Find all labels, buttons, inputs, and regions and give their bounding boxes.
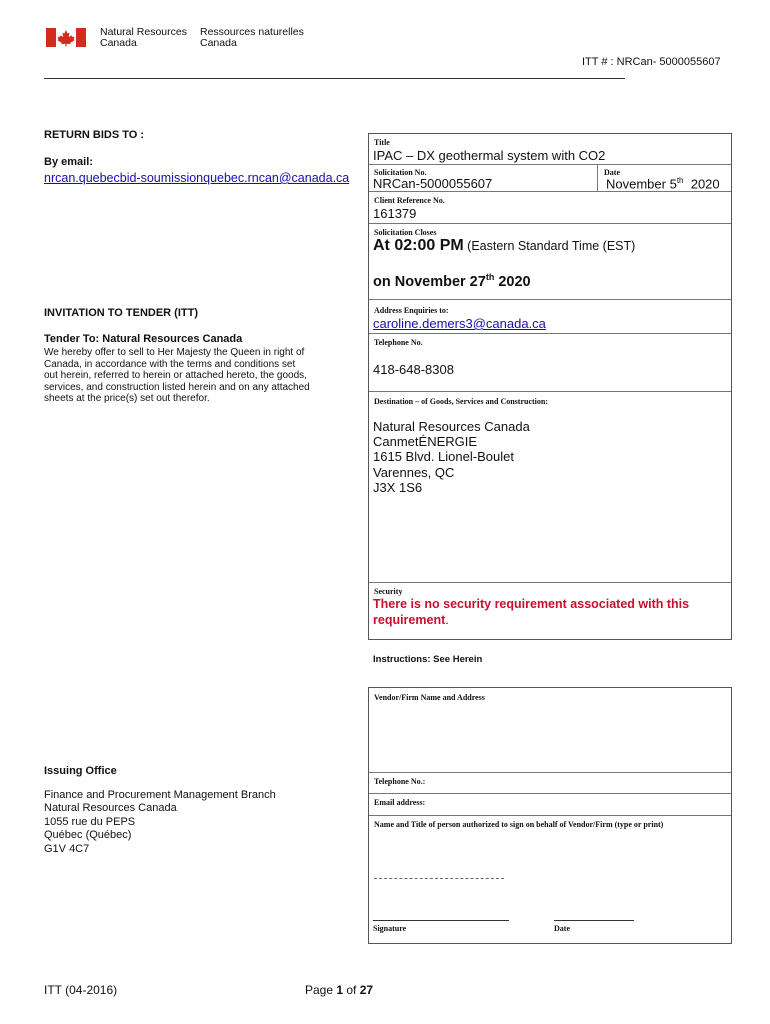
- closing-date-main: on November 27: [373, 273, 486, 290]
- security-label: Security: [374, 587, 403, 596]
- dept-fr-line2: Canada: [200, 37, 237, 49]
- page-prefix: Page: [305, 983, 337, 997]
- solicitation-details-box: [368, 133, 732, 640]
- closing-time-value: At 02:00 PM: [373, 237, 464, 254]
- vendor-name-address-label: Vendor/Firm Name and Address: [374, 693, 485, 702]
- issuing-office-address: [44, 789, 276, 856]
- date-value-main: November 5: [606, 176, 677, 192]
- solicitation-closes-label: Solicitation Closes: [374, 228, 437, 237]
- date-value-sup: th: [676, 176, 684, 185]
- signature-line: [373, 920, 509, 921]
- return-bids-label: RETURN BIDS TO :: [44, 129, 145, 141]
- date-line: [554, 920, 634, 921]
- row-divider: [369, 793, 731, 794]
- telephone-value: 418-648-8308: [373, 362, 454, 377]
- row-divider: [369, 223, 731, 224]
- row-divider: [369, 191, 731, 192]
- closing-timezone: (Eastern Standard Time (EST): [463, 239, 636, 253]
- page-of: of: [343, 983, 360, 997]
- page-current: 1: [336, 983, 344, 997]
- by-email-label: By email:: [44, 156, 93, 168]
- authorized-person-label: Name and Title of person authorized to sign on behalf of Vendor/Firm (type or print): [374, 820, 664, 829]
- department-name-english: [100, 27, 187, 49]
- dept-en-line2: Canada: [100, 37, 137, 49]
- canada-flag-logo: [46, 28, 86, 47]
- row-divider: [369, 333, 731, 334]
- signature-date-label: Date: [554, 924, 570, 933]
- office-line: 1055 rue du PEPS: [44, 815, 136, 828]
- form-code: ITT (04-2016): [44, 983, 118, 997]
- title-value: IPAC – DX geothermal system with CO2: [373, 148, 606, 163]
- destination-line: Varennes, QC: [373, 464, 455, 480]
- closing-date-year: 2020: [494, 273, 531, 290]
- solicitation-no-value: NRCan-5000055607: [373, 176, 493, 191]
- telephone-label: Telephone No.: [374, 338, 423, 347]
- offer-line: out herein, referred to herein or attached hereto, the goods,: [44, 370, 307, 382]
- page-number: [305, 983, 373, 997]
- tender-to-heading: Tender To: Natural Resources Canada: [44, 333, 243, 345]
- vendor-email-label: Email address:: [374, 798, 426, 807]
- closing-date-sup: th: [485, 272, 495, 282]
- instructions-note: Instructions: See Herein: [373, 654, 483, 665]
- office-line: G1V 4C7: [44, 842, 90, 855]
- dept-fr-line1: Ressources naturelles: [200, 26, 304, 38]
- row-divider: [369, 582, 731, 583]
- client-ref-value: 161379: [373, 206, 417, 221]
- enquiries-label: Address Enquiries to:: [374, 306, 449, 315]
- client-ref-label: Client Reference No.: [374, 196, 445, 205]
- date-value-year: 2020: [683, 176, 720, 192]
- dept-en-line1: Natural Resources: [100, 26, 187, 38]
- security-dot: .: [445, 613, 449, 627]
- destination-line: Natural Resources Canada: [373, 419, 530, 434]
- destination-label: Destination – of Goods, Services and Construction:: [374, 397, 549, 406]
- itt-number: ITT # : NRCan- 5000055607: [582, 56, 721, 68]
- solicitation-no-label: Solicitation No.: [374, 168, 427, 177]
- itt-heading: INVITATION TO TENDER (ITT): [44, 307, 198, 319]
- offer-paragraph: [44, 347, 334, 405]
- issuing-office-label: Issuing Office: [44, 765, 117, 777]
- signature-label: Signature: [373, 924, 407, 933]
- security-line-end: requirement: [373, 613, 446, 627]
- destination-line: 1615 Blvd. Lionel-Boulet: [373, 449, 514, 465]
- date-label: Date: [604, 168, 620, 177]
- enquiries-email-link[interactable]: caroline.demers3@canada.ca: [373, 316, 546, 331]
- return-bids-email-link[interactable]: nrcan.quebecbid-soumissionquebec.rncan@canada.ca: [44, 171, 350, 185]
- row-divider: [369, 391, 731, 392]
- row-divider: [369, 815, 731, 816]
- security-statement: [373, 596, 689, 628]
- offer-line: services, and construction listed herein and on any attached: [44, 381, 310, 393]
- offer-line: We hereby offer to sell to Her Majesty the Queen in right of: [44, 347, 305, 358]
- offer-line: Canada, in accordance with the terms and conditions set: [44, 358, 296, 370]
- authorized-name-line: [374, 878, 504, 879]
- office-line: Québec (Québec): [44, 829, 132, 842]
- column-divider: [597, 164, 598, 191]
- date-value: [606, 176, 720, 191]
- row-divider: [369, 164, 731, 165]
- security-line: [373, 612, 689, 628]
- destination-address: [373, 419, 530, 495]
- row-divider: [369, 299, 731, 300]
- vendor-telephone-label: Telephone No.:: [374, 777, 426, 786]
- office-line: Finance and Procurement Management Branch: [44, 789, 276, 801]
- closing-time: [373, 237, 635, 255]
- title-label: Title: [374, 138, 390, 147]
- header-divider: [44, 78, 625, 79]
- closing-date: [373, 272, 531, 290]
- page-total: 27: [359, 983, 374, 997]
- destination-line: J3X 1S6: [373, 479, 423, 495]
- offer-line: sheets at the price(s) set out therefor.: [44, 393, 210, 405]
- department-name-french: [200, 27, 304, 49]
- row-divider: [369, 772, 731, 773]
- security-line: There is no security requirement associated with this: [373, 597, 690, 611]
- office-line: Natural Resources Canada: [44, 802, 177, 815]
- destination-line: CanmetÉNERGIE: [373, 434, 478, 450]
